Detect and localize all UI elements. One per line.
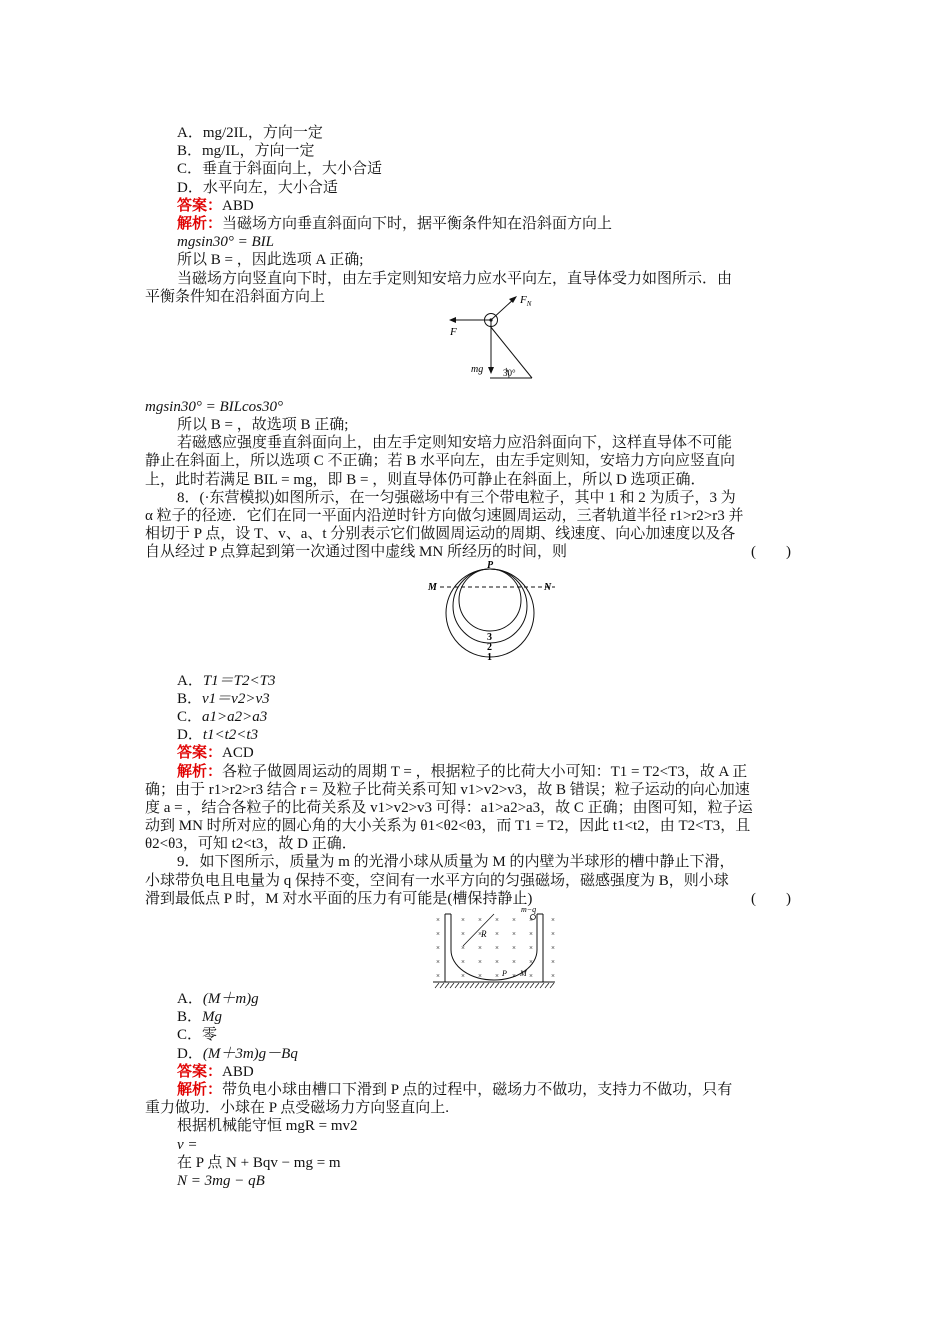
q9-answer: 答案：ABD xyxy=(177,1063,254,1080)
q8-option-a: A．T1＝T2<T3 xyxy=(177,672,276,689)
r-label: R xyxy=(481,929,487,940)
q8-option-d: D．t1<t2<t3 xyxy=(177,727,259,744)
q9-answer-paren: ( ) xyxy=(751,890,791,907)
q9-option-c: C．零 xyxy=(177,1027,218,1044)
q7-line-3a: 当磁场方向竖直向下时，由左手定则知安培力应水平向左，直导体受力如图所示．由 xyxy=(177,270,733,287)
mq-label: m−q xyxy=(521,905,537,915)
field-x-mark: × xyxy=(512,944,516,953)
field-x-mark: × xyxy=(478,916,482,925)
f-arrow-head xyxy=(449,317,456,323)
field-x-mark: × xyxy=(436,944,440,953)
hatch-mark xyxy=(460,983,464,988)
hatch-mark xyxy=(445,983,449,988)
q9-analysis-5: 在 P 点 N + Bqv − mg = m xyxy=(177,1154,341,1171)
label-3: 3 xyxy=(487,631,492,643)
field-x-mark: × xyxy=(478,958,482,967)
field-x-mark: × xyxy=(551,944,555,953)
q9-analysis-4: v = xyxy=(177,1136,198,1153)
hatch-mark xyxy=(510,983,514,988)
label-2: 2 xyxy=(487,641,492,653)
hatch-mark xyxy=(525,983,529,988)
q7-option-d: D．水平向左，大小合适 xyxy=(177,179,338,196)
field-x-mark: × xyxy=(551,916,555,925)
field-x-mark: × xyxy=(436,972,440,981)
q8-analysis-3: 度 a = ，结合各粒子的比荷关系及 v1>v2>v3 可得：a1>a2>a3，故 C 正确；由图可知，粒子运 xyxy=(145,799,753,816)
q7-line-3b: 平衡条件知在沿斜面方向上 xyxy=(145,288,326,305)
field-x-mark: × xyxy=(461,916,465,925)
field-x-mark: × xyxy=(495,944,499,953)
hatch-mark xyxy=(535,983,539,988)
q8-option-c: C．a1>a2>a3 xyxy=(177,708,268,725)
q8-stem-d: 自从经过 P 点算起到第一次通过图中虚线 MN 所经历的时间，则 ( ) xyxy=(145,543,807,561)
hatch-mark xyxy=(500,983,504,988)
hatch-mark xyxy=(515,983,519,988)
field-x-mark: × xyxy=(529,958,533,967)
hatch-mark xyxy=(540,983,544,988)
hatch-mark xyxy=(490,983,494,988)
angle-label: 30° xyxy=(503,367,516,378)
circles-diagram-svg xyxy=(145,559,807,672)
q7-eq1: mgsin30° = BIL xyxy=(177,234,274,251)
field-x-mark: × xyxy=(436,930,440,939)
mg-label: mg xyxy=(471,363,484,375)
q8-stem-a: 8．(·东营模拟)如图所示，在一匀强磁场中有三个带电粒子，其中 1 和 2 为质子，3 为 xyxy=(177,489,736,506)
field-x-mark: × xyxy=(461,972,465,981)
q8-option-b: B．v1＝v2>v3 xyxy=(177,690,270,707)
field-x-mark: × xyxy=(529,916,533,925)
q7-line-5a: 若磁感应强度垂直斜面向上，由左手定则知安培力应沿斜面向下，这样直导体不可能 xyxy=(177,435,733,452)
q8-analysis-5: θ2<θ3，可知 t2<t3，故 D 正确． xyxy=(145,836,357,853)
field-x-mark: × xyxy=(495,930,499,939)
field-x-mark: × xyxy=(551,972,555,981)
q9-option-d: D．(M＋3m)g－Bq xyxy=(177,1045,298,1062)
fn-label: $F_N$ xyxy=(520,293,532,308)
field-x-mark: × xyxy=(512,958,516,967)
field-x-mark: × xyxy=(478,944,482,953)
q9-stem-b: 小球带负电且电量为 q 保持不变，空间有一水平方向的匀强磁场，磁感强度为 B，则小球 xyxy=(145,872,729,889)
field-x-mark: × xyxy=(461,930,465,939)
orbit-3 xyxy=(459,569,521,631)
hatch-mark xyxy=(440,983,444,988)
field-x-mark: × xyxy=(461,958,465,967)
q7-answer: 答案：ABD xyxy=(177,197,254,214)
q7-line-2: 所以 B = ，因此选项 A 正确; xyxy=(177,252,364,269)
q9-analysis-3: 根据机械能守恒 mgR = mv2 xyxy=(177,1118,358,1135)
mg-arrow-head xyxy=(488,367,494,374)
hatch-mark xyxy=(520,983,524,988)
hatch-mark xyxy=(495,983,499,988)
q7-eq2: mgsin30° = BILcos30° xyxy=(145,398,283,415)
q8-answer-paren: ( ) xyxy=(751,544,791,561)
hatch-mark xyxy=(465,983,469,988)
field-x-mark: × xyxy=(551,930,555,939)
hatch-mark xyxy=(545,983,549,988)
field-x-mark: × xyxy=(478,930,482,939)
q9-analysis-6: N = 3mg − qB xyxy=(177,1172,265,1189)
field-x-mark: × xyxy=(512,930,516,939)
q8-stem-b: α 粒子的径迹．它们在同一平面内沿逆时针方向做匀速圆周运动，三者轨道半径 r1>r2>r3 并 xyxy=(145,508,744,524)
field-x-mark: × xyxy=(529,972,533,981)
q9-option-b: B．Mg xyxy=(177,1009,223,1026)
field-x-mark: × xyxy=(495,972,499,981)
q8-analysis-4: 动到 MN 时所对应的圆心角的大小关系为 θ1<θ2<θ3，而 T1 = T2，因此 t1<t2，由 T2<T3，且 xyxy=(145,818,751,835)
circles-diagram xyxy=(145,559,807,672)
q7-option-b: B．mg/IL，方向一定 xyxy=(177,143,315,160)
q7-option-c: C．垂直于斜面向上，大小合适 xyxy=(177,161,383,178)
f-label: F xyxy=(450,325,457,338)
q9-stem-c: 滑到最低点 P 时，M 对水平面的压力有可能是(槽保持静止) ( ) xyxy=(145,890,807,908)
field-x-mark: × xyxy=(436,958,440,967)
hatch-mark xyxy=(505,983,509,988)
field-x-mark: × xyxy=(495,958,499,967)
label-1: 1 xyxy=(487,651,492,663)
q9-stem-a: 9．如下图所示，质量为 m 的光滑小球从质量为 M 的内壁为半球形的槽中静止下滑， xyxy=(177,854,735,871)
field-x-mark: × xyxy=(551,958,555,967)
hatch-mark xyxy=(475,983,479,988)
q7-line-4: 所以 B = ，故选项 B 正确; xyxy=(177,417,349,434)
field-x-mark: × xyxy=(529,930,533,939)
field-x-mark: × xyxy=(512,972,516,981)
q7-option-a: A．mg/2IL，方向一定 xyxy=(177,125,323,141)
hatch-mark xyxy=(480,983,484,988)
m-mass-label: M xyxy=(520,969,527,979)
p-label: P xyxy=(487,559,494,571)
field-x-mark: × xyxy=(529,944,533,953)
field-x-mark: × xyxy=(478,972,482,981)
q8-analysis-2: 确；由于 r1>r2>r3 结合 r = 及粒子比荷关系可知 v1>v2>v3，故 B 错误；粒子运动的向心加速 xyxy=(145,781,750,798)
bowl-diagram-svg xyxy=(145,905,807,990)
document-page xyxy=(145,124,807,1190)
hatch-mark xyxy=(435,983,439,988)
q9-analysis-2: 重力做功．小球在 P 点受磁场力方向竖直向上. xyxy=(145,1100,450,1117)
hatch-mark xyxy=(470,983,474,988)
q7-line-5c: 上，此时若满足 BIL = mg，即 B = ，则直导体仍可静止在斜面上，所以 D 选项正确． xyxy=(145,471,706,488)
q7-analysis: 解析：当磁场方向垂直斜面向下时，据平衡条件知在沿斜面方向上 xyxy=(177,215,613,232)
bowl-diagram xyxy=(145,905,807,990)
hatch-mark xyxy=(530,983,534,988)
n-label: N xyxy=(544,581,552,593)
hatch-mark xyxy=(485,983,489,988)
p-point-label: P xyxy=(502,969,507,979)
q8-analysis-1: 解析：各粒子做圆周运动的周期 T = ，根据粒子的比荷大小可知：T1 = T2<T3，故 A 正 xyxy=(177,763,748,780)
field-x-mark: × xyxy=(436,916,440,925)
q9-option-a: A．(M＋m)g xyxy=(177,991,259,1007)
q7-line-5b: 静止在斜面上，所以选项 C 不正确；若 B 水平向左，由左手定则知，安培力方向应竖直向 xyxy=(145,453,736,470)
q9-analysis-1: 解析：带负电小球由槽口下滑到 P 点的过程中，磁场力不做功，支持力不做功，只有 xyxy=(177,1081,733,1098)
field-x-mark: × xyxy=(461,944,465,953)
q8-stem-c: 相切于 P 点，设 T、v、a、t 分别表示它们做圆周运动的周期、线速度、向心加速度以及各 xyxy=(145,526,736,543)
hatch-mark xyxy=(455,983,459,988)
q8-answer: 答案：ACD xyxy=(177,745,254,762)
field-x-mark: × xyxy=(495,916,499,925)
m-label: M xyxy=(428,581,437,593)
field-x-mark: × xyxy=(512,916,516,925)
ground-hatch xyxy=(435,983,554,988)
hatch-mark xyxy=(550,983,554,988)
hatch-mark xyxy=(450,983,454,988)
